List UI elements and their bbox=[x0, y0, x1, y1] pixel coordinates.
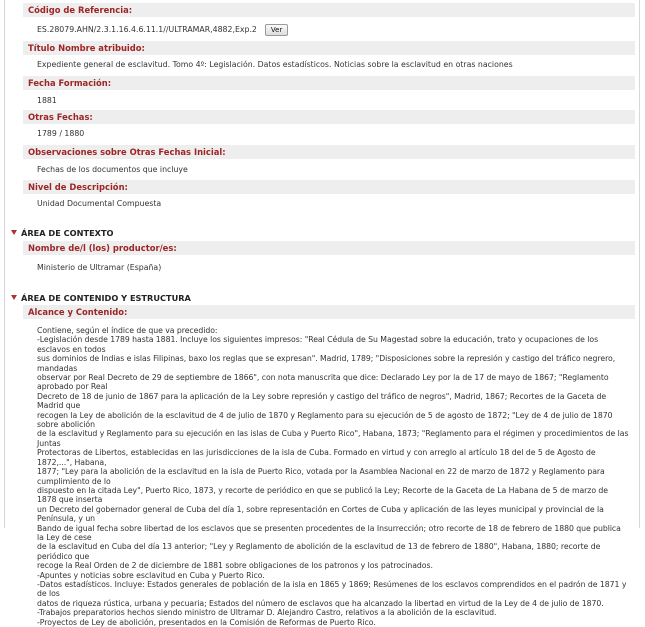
alcance-line: recoge la Real Orden de 2 de diciembre de 1881 sobre obligaciones de los patronos y los patrocinados. bbox=[37, 561, 433, 571]
alcance-line: Bando de igual fecha sobre libertad de los esclavos que se presenten procedentes de la Insurrección; otro recorte de 18 de febrero de 1880 que publica la Ley de cese bbox=[37, 523, 621, 542]
alcance-line: datos de riqueza rústica, urbana y pecuaria; Estados del número de esclavos que ha alcanzado la libertad en virtud de la Ley de 4 de julio de 1870. bbox=[37, 598, 604, 608]
alcance-line: dispuesto en la citada Ley", Puerto Rico, 1873, y recorte de periódico en que se publicó la Ley; Recorte de la Gaceta de La Habana de 5 de marzo de 1878 que inserta bbox=[37, 485, 609, 505]
alcance-line: Decreto de 18 de junio de 1867 para la aplicación de la Ley sobre represión y castigo del tráfico de negros", Madrid, 1867; Recortes de la Gaceta de Madrid que bbox=[37, 391, 607, 411]
codigo-referencia-row bbox=[37, 24, 631, 36]
otras-fechas-label: Otras Fechas: bbox=[23, 110, 635, 124]
ver-button[interactable]: Ver bbox=[265, 24, 288, 36]
alcance-line: -Trabajos preparatorios hechos siendo ministro de Ultramar D. Alejandro Castro, relativos a la abolición de la esclavitud. bbox=[37, 608, 497, 618]
otras-fechas-value: 1789 / 1880 bbox=[37, 129, 85, 138]
area-contexto-title: ÁREA DE CONTEXTO bbox=[21, 228, 114, 238]
productor-value: Ministerio de Ultramar (España) bbox=[37, 263, 162, 272]
collapse-triangle-icon[interactable] bbox=[11, 230, 17, 235]
alcance-line: -Datos estadísticos. Incluye: Estados generales de población de la isla en 1865 y 1869; Resúmenes de los esclavos comprendidos en el padrón de 1871 y de los bbox=[37, 579, 627, 599]
observaciones-value: Fechas de los documentos que incluye bbox=[37, 165, 188, 174]
area-contexto-heading[interactable] bbox=[11, 226, 635, 240]
observaciones-label: Observaciones sobre Otras Fechas Inicial: bbox=[23, 145, 635, 159]
alcance-line: -Apuntes y noticias sobre esclavitud en Cuba y Puerto Rico. bbox=[37, 570, 265, 580]
titulo-value: Expediente general de esclavitud. Tomo 4º: Legislación. Datos estadísticos. Noticias sobre la esclavitud en otras naciones bbox=[37, 60, 513, 69]
alcance-line: observar por Real Decreto de 29 de septiembre de 1866", con nota manuscrita que dice: Declarado Ley por la de 17 de mayo de 1867; "Reglamento aprobado por Real bbox=[37, 373, 609, 392]
codigo-referencia-label: Código de Referencia: bbox=[23, 3, 635, 17]
fecha-formacion-value: 1881 bbox=[37, 96, 57, 105]
fecha-formacion-label: Fecha Formación: bbox=[23, 76, 635, 90]
alcance-line: -Legislación desde 1789 hasta 1881. Incluye los siguientes impresos: "Real Cédula de Su Magestad sobre la educación, trato y ocupaciones de los esclavos en todos bbox=[37, 335, 599, 354]
alcance-line: -Proyectos de Ley de abolición, presentados en la Comisión de Reformas de Puerto Rico. bbox=[37, 617, 376, 627]
alcance-line: de la esclavitud en Cuba del día 13 anterior; "Ley y Reglamento de abolición de la esclavitud de 13 de febrero de 1880", Habana, 1880; recorte de periódico que bbox=[37, 542, 601, 561]
alcance-contenido-text bbox=[37, 326, 629, 627]
alcance-line: de la esclavitud y Reglamento para su ejecución en las islas de Cuba y Puerto Rico", Habana, 1873; "Reglamento para el régimen y procedimientos de las Juntas bbox=[37, 429, 629, 448]
alcance-line: un Decreto del gobernador general de Cuba del día 1, sobre representación en Cortes de Cuba y aplicación de las leyes municipal y provincial de la Península, y un bbox=[37, 504, 604, 524]
record-panel bbox=[4, 0, 640, 627]
alcance-line: sus dominios de Indias e islas Filipinas, baxo los reglas que se expresan". Madrid, 1789; "Disposiciones sobre la represión y castigo del tráfico negrero, mandadas bbox=[37, 354, 616, 373]
nivel-descripcion-value: Unidad Documental Compuesta bbox=[37, 199, 162, 208]
alcance-line: recogen la Ley de abolición de la esclavitud de 4 de julio de 1870 y Reglamento para su ejecución de 5 de agosto de 1872; "Ley de 4 de julio de 1870 sobre abolición bbox=[37, 410, 613, 430]
area-contenido-heading[interactable] bbox=[11, 291, 635, 305]
alcance-line: Protectoras de Libertos, establecidas en las jurisdicciones de la isla de Cuba. Formado en virtud y con arreglo al artículo 18 del de 5 de Agosto de 1872,...", Habana, bbox=[37, 448, 596, 467]
area-contenido-title: ÁREA DE CONTENIDO Y ESTRUCTURA bbox=[21, 293, 191, 303]
alcance-label: Alcance y Contenido: bbox=[23, 305, 635, 319]
codigo-referencia-value: ES.28079.AHN/2.3.1.16.4.6.11.1//ULTRAMAR,4882,Exp.2 bbox=[37, 25, 257, 34]
productor-label: Nombre de/l (los) productor/es: bbox=[23, 241, 635, 255]
titulo-label: Título Nombre atribuido: bbox=[23, 41, 635, 55]
collapse-triangle-icon[interactable] bbox=[11, 295, 17, 300]
nivel-descripcion-label: Nivel de Descripción: bbox=[23, 180, 635, 194]
alcance-line: 1877; "Ley para la abolición de la esclavitud en la isla de Puerto Rico, votada por la Asamblea Nacional en 22 de marzo de 1872 y Reglamento para cumplimiento de lo bbox=[37, 467, 605, 486]
alcance-line: Contiene, según el índice de que va precedido: bbox=[37, 326, 218, 335]
